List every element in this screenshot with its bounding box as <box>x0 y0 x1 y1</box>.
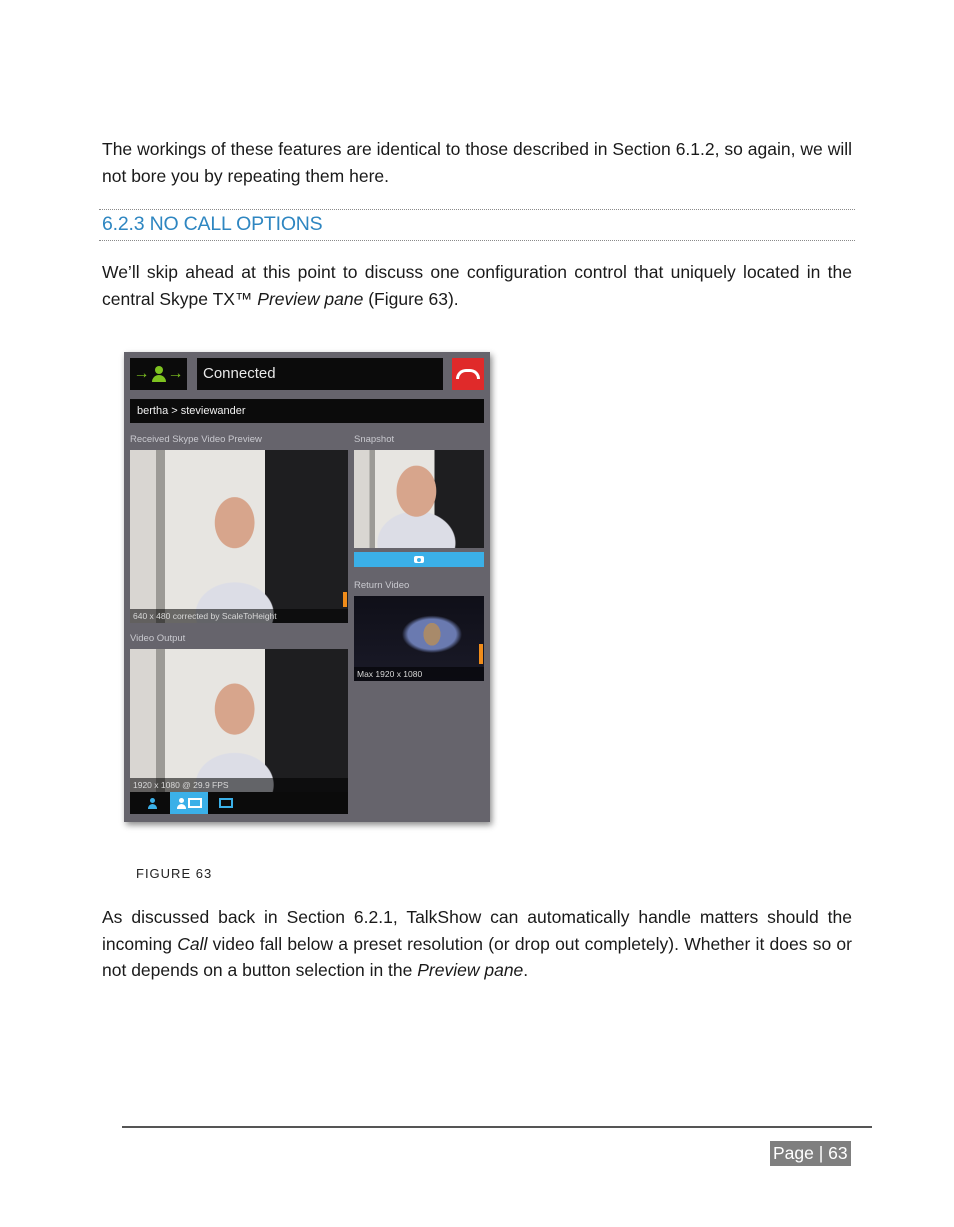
arrow-right-icon: → <box>167 365 184 382</box>
call-route: bertha > steviewander <box>130 399 484 423</box>
return-video-caption: Max 1920 x 1080 <box>354 667 484 681</box>
snapshot-label: Snapshot <box>354 434 395 445</box>
mode-caller-with-image-button[interactable] <box>170 792 208 814</box>
mode-image-button[interactable] <box>214 792 238 814</box>
person-icon <box>177 798 186 809</box>
return-audio-meter <box>479 644 483 664</box>
received-video-caption: 640 x 480 corrected by ScaleToHeight <box>130 609 348 623</box>
received-preview-label: Received Skype Video Preview <box>130 434 262 445</box>
emphasis: Call <box>177 933 208 954</box>
person-icon <box>148 798 157 809</box>
preview-pane-figure <box>124 352 490 822</box>
page-number: Page | 63 <box>770 1141 851 1166</box>
text-run: As discussed back in Section 6.2.1, TalkShow can automatically handle matters should the incoming <box>102 907 852 954</box>
take-snapshot-button[interactable] <box>354 552 484 567</box>
footer-rule <box>122 1126 872 1128</box>
received-audio-meter <box>343 592 347 607</box>
resolution-paragraph <box>102 904 852 984</box>
call-status: Connected <box>197 358 443 390</box>
image-icon <box>188 798 202 808</box>
emphasis: Preview pane <box>417 960 524 980</box>
mode-caller-button[interactable] <box>140 792 164 814</box>
snapshot-image <box>354 450 484 548</box>
hang-up-button[interactable] <box>452 358 484 390</box>
video-output-label: Video Output <box>130 633 186 644</box>
phone-hangup-icon <box>456 369 480 379</box>
emphasis: Preview pane <box>257 288 364 309</box>
text-run: video fall below a preset resolution (or drop out completely). Whether it does so or not depends on a button selection in the <box>102 933 852 980</box>
return-video-preview <box>354 596 484 681</box>
return-video-label: Return Video <box>354 580 410 591</box>
text-run: . <box>523 960 529 980</box>
video-output-preview <box>130 649 348 792</box>
config-paragraph <box>102 259 852 312</box>
no-call-mode-buttons <box>130 792 348 814</box>
intro-paragraph: The workings of these features are identical to those described in Section 6.1.2, so again, we will not bore you by repeating them here. <box>102 139 852 186</box>
arrow-right-icon: → <box>133 365 150 382</box>
received-video-preview <box>130 450 348 623</box>
text-run: (Figure 63). <box>363 288 459 309</box>
image-icon <box>219 798 233 808</box>
figure-caption: FIGURE 63 <box>136 866 213 881</box>
connection-status-icon <box>130 358 187 390</box>
video-output-caption: 1920 x 1080 @ 29.9 FPS <box>130 778 348 792</box>
person-icon <box>152 366 166 382</box>
camera-icon <box>414 556 424 563</box>
section-heading: 6.2.3 NO CALL OPTIONS <box>102 213 323 235</box>
text-run: We’ll skip ahead at this point to discuss one configuration control that uniquely located in the central Skype TX™ <box>102 262 852 309</box>
